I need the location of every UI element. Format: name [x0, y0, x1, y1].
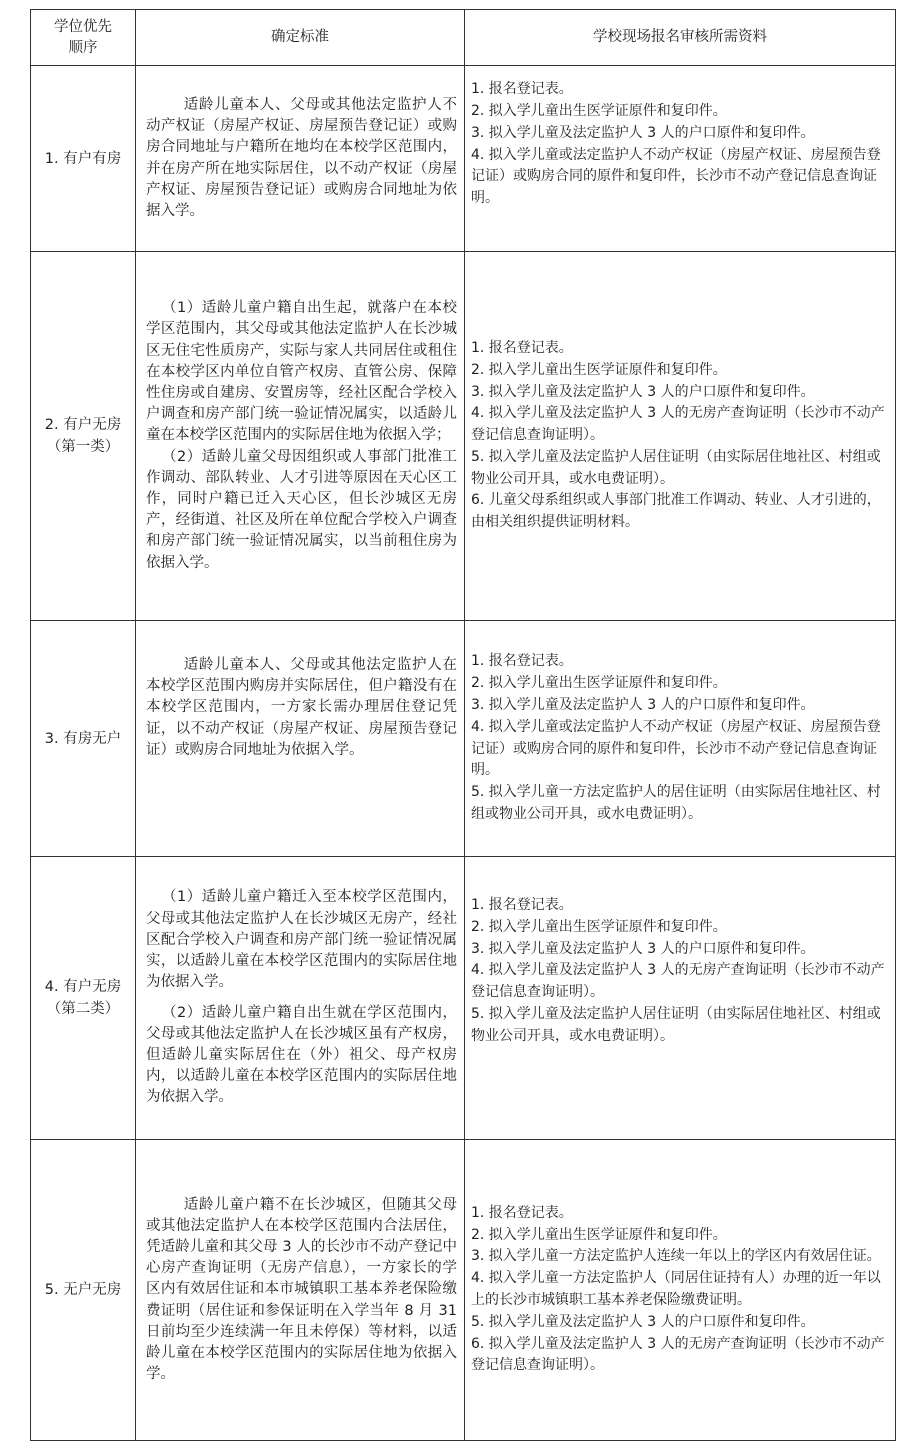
document-item: 4. 拟入学儿童一方法定监护人（同居住证持有人）办理的近一年以上的长沙市城镇职工基本养老保险缴费证明。 [471, 1270, 881, 1308]
table-row [31, 66, 896, 252]
documents-cell [465, 621, 896, 857]
admission-priority-table [30, 9, 896, 1441]
table-row [31, 621, 896, 857]
criteria-paragraph: （1）适龄儿童户籍自出生起，就落户在本校学区范围内，其父母或其他法定监护人在长沙城区无住宅性质房产，实际与家人共同居住或租住在本校学区内单位自管产权房、直管公房、保障性住房或自建房、安置房等，经社区配合学校入户调查和房产部门统一验证情况属实，以适龄儿童在本校学区范围内的实际居住地为依据入学； [146, 300, 457, 444]
document-item: 5. 拟入学儿童一方法定监护人的居住证明（由实际居住地社区、村组或物业公司开具，或水电费证明）。 [471, 784, 881, 822]
criteria-cell [136, 252, 465, 621]
document-item: 1. 报名登记表。 [471, 339, 573, 356]
document-item: 4. 拟入学儿童或法定监护人不动产权证（房屋产权证、房屋预告登记证）或购房合同的原件和复印件，长沙市不动产登记信息查询证明。 [471, 718, 881, 779]
criteria-cell [136, 857, 465, 1140]
document-item: 3. 拟入学儿童及法定监护人 3 人的户口原件和复印件。 [471, 383, 815, 400]
criteria-paragraph: 适龄儿童本人、父母或其他法定监护人在本校学区范围内购房并实际居住，但户籍没有在本校学区范围内，一方家长需办理居住登记凭证，以不动产权证（房屋产权证、房屋预告登记证）或购房合同地址为依据入学。 [146, 657, 457, 758]
document-item: 2. 拟入学儿童出生医学证原件和复印件。 [471, 918, 727, 935]
criteria-paragraph: （2）适龄儿童父母因组织或人事部门批准工作调动、部队转业、人才引进等原因在天心区工作，同时户籍已迁入天心区，但长沙城区无房产，经街道、社区及所在单位配合学校入户调查和房产部门统一验证情况属实，以当前租住房为依据入学。 [146, 448, 457, 571]
header-priority: 学位优先顺序 [31, 10, 136, 66]
priority-cell: 2. 有户无房（第一类） [31, 252, 136, 621]
document-item: 5. 拟入学儿童及法定监护人居住证明（由实际居住地社区、村组或物业公司开具，或水电费证明）。 [471, 448, 881, 487]
document-item: 3. 拟入学儿童一方法定监护人连续一年以上的学区内有效居住证。 [471, 1248, 881, 1265]
document-item: 2. 拟入学儿童出生医学证原件和复印件。 [471, 675, 727, 692]
documents-cell [465, 1140, 896, 1441]
document-item: 6. 儿童父母系组织或人事部门批准工作调动、转业、人才引进的，由相关组织提供证明材料。 [471, 492, 881, 531]
criteria-cell [136, 1140, 465, 1441]
header-criteria: 确定标准 [136, 10, 465, 66]
priority-cell: 4. 有户无房（第二类） [31, 857, 136, 1140]
header-documents: 学校现场报名审核所需资料 [465, 10, 896, 66]
document-item: 3. 拟入学儿童及法定监护人 3 人的户口原件和复印件。 [471, 940, 815, 957]
document-item: 1. 报名登记表。 [471, 653, 573, 670]
documents-cell [465, 857, 896, 1140]
document-item: 6. 拟入学儿童及法定监护人 3 人的无房产查询证明（长沙市不动产登记信息查询证明）。 [471, 1335, 885, 1374]
document-item: 2. 拟入学儿童出生医学证原件和复印件。 [471, 1226, 727, 1243]
criteria-paragraph: （2）适龄儿童户籍自出生就在学区范围内，父母或其他法定监护人在长沙城区虽有产权房，但适龄儿童实际居住在（外）祖父、母产权房内，以适龄儿童在本校学区范围内的实际居住地为依据入学。 [146, 1004, 457, 1106]
priority-cell: 5. 无户无房 [31, 1140, 136, 1441]
criteria-paragraph: 适龄儿童本人、父母或其他法定监护人不动产权证（房屋产权证、房屋预告登记证）或购房合同地址与户籍所在地均在本校学区范围内，并在房产所在地实际居住，以不动产权证（房屋产权证、房屋预告登记证）或购房合同地址为依据入学。 [146, 96, 457, 219]
document-item: 4. 拟入学儿童或法定监护人不动产权证（房屋产权证、房屋预告登记证）或购房合同的原件和复印件，长沙市不动产登记信息查询证明。 [471, 146, 881, 207]
table-row [31, 857, 896, 1140]
table-header-row [31, 10, 896, 66]
criteria-paragraph: 适龄儿童户籍不在长沙城区，但随其父母或其他法定监护人在本校学区范围内合法居住，凭适龄儿童和其父母 3 人的长沙市不动产登记中心房产查询证明（无房产信息），一方家长的学区内有效居住证和本市城镇职工基本养老保险缴费证明（居住证和参保证明在入学当年 8 月 31 日前均至少连续满一年且未停保）等材料，以适龄儿童在本校学区范围内的实际居住地为依据入学。 [146, 1196, 457, 1383]
document-item: 1. 报名登记表。 [471, 81, 573, 98]
documents-cell [465, 66, 896, 252]
document-item: 1. 报名登记表。 [471, 897, 573, 913]
table-row [31, 252, 896, 621]
document-item: 2. 拟入学儿童出生医学证原件和复印件。 [471, 102, 727, 119]
table-row [31, 1140, 896, 1441]
priority-cell: 1. 有户有房 [31, 66, 136, 252]
document-item: 1. 报名登记表。 [471, 1204, 573, 1221]
document-item: 5. 拟入学儿童及法定监护人居住证明（由实际居住地社区、村组或物业公司开具，或水电费证明）。 [471, 1005, 881, 1044]
document-item: 4. 拟入学儿童及法定监护人 3 人的无房产查询证明（长沙市不动产登记信息查询证明）。 [471, 405, 885, 444]
document-item: 2. 拟入学儿童出生医学证原件和复印件。 [471, 361, 727, 378]
document-item: 3. 拟入学儿童及法定监护人 3 人的户口原件和复印件。 [471, 696, 815, 713]
priority-cell: 3. 有房无户 [31, 621, 136, 857]
criteria-cell [136, 66, 465, 252]
document-item: 5. 拟入学儿童及法定监护人 3 人的户口原件和复印件。 [471, 1313, 815, 1330]
criteria-cell [136, 621, 465, 857]
documents-cell [465, 252, 896, 621]
criteria-paragraph: （1）适龄儿童户籍迁入至本校学区范围内，父母或其他法定监护人在长沙城区无房产，经社区配合学校入户调查和房产部门统一验证情况属实，以适龄儿童在本校学区范围内的实际居住地为依据入学。 [146, 889, 457, 991]
document-item: 3. 拟入学儿童及法定监护人 3 人的户口原件和复印件。 [471, 124, 815, 141]
document-item: 4. 拟入学儿童及法定监护人 3 人的无房产查询证明（长沙市不动产登记信息查询证明）。 [471, 962, 885, 1001]
